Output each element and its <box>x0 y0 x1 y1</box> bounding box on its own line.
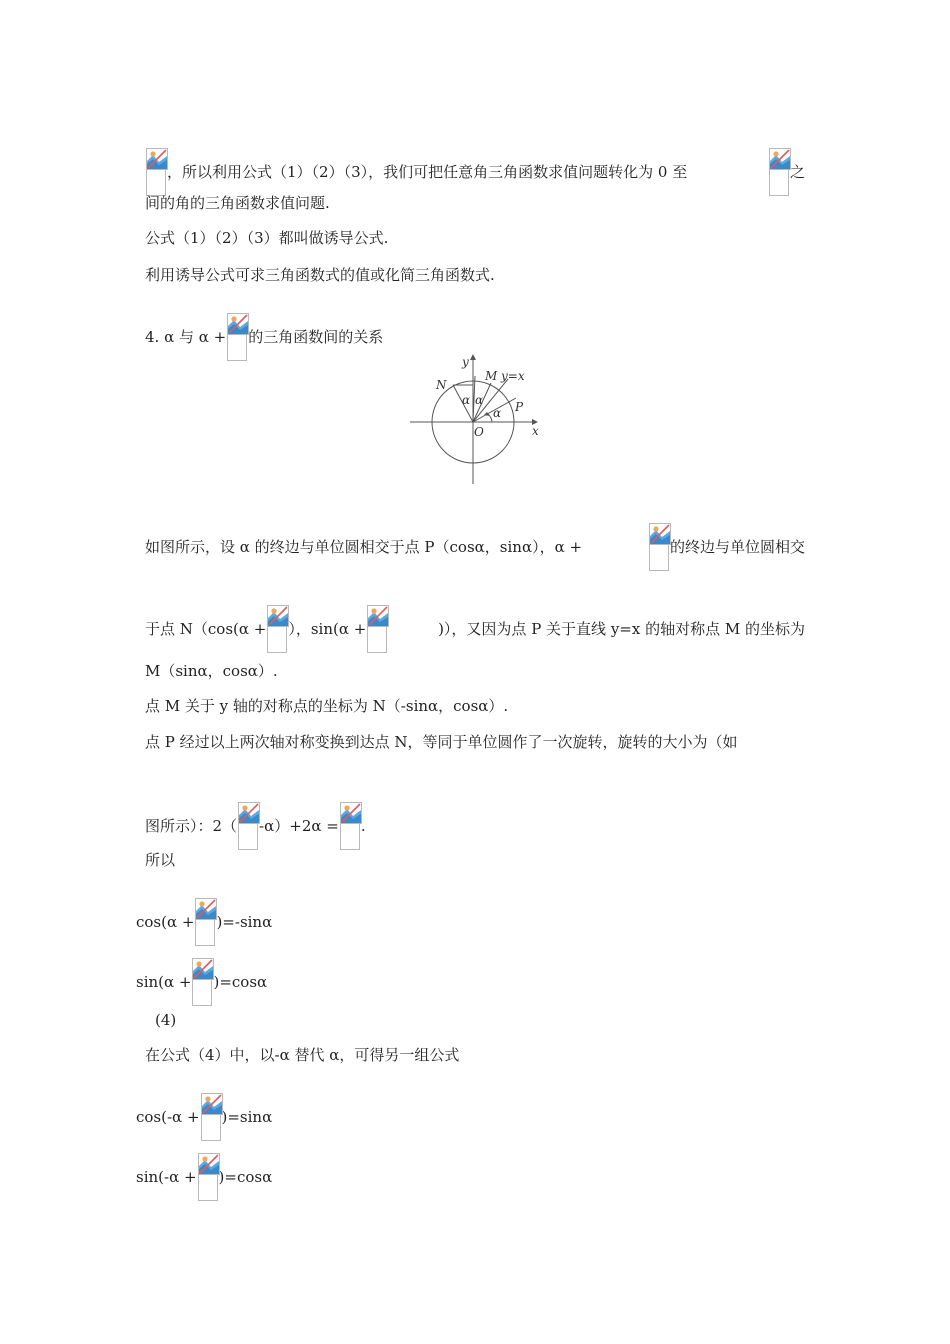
figure-para-line6-c: . <box>360 817 366 835</box>
unit-circle-figure <box>408 352 548 487</box>
paragraph2: 公式（1）（2）（3）都叫做诱导公式. <box>145 229 389 247</box>
figure-para-line4: 点 M 关于 y 轴的对称点的坐标为 N（-sinα，cosα）. <box>145 697 509 715</box>
label-o: O <box>474 425 484 439</box>
formula-cos2 <box>136 1093 272 1141</box>
figure-para-line2-b: ），sin(α + <box>288 620 367 638</box>
formula-sin2 <box>136 1153 272 1201</box>
formula-cos-suffix: )=-sinα <box>216 913 273 931</box>
label-y: y <box>462 355 469 369</box>
formula-sin-prefix: sin(α + <box>136 973 192 991</box>
formula-cos2-prefix: cos(-α + <box>136 1108 200 1126</box>
figure-para-line1 <box>145 523 805 571</box>
label-alpha-1: α <box>462 393 471 407</box>
label-p: P <box>515 400 524 414</box>
missing-image-icon <box>649 523 669 571</box>
label-alpha-3: α <box>493 406 502 420</box>
replace-text: 在公式（4）中，以-α 替代 α，可得另一组公式 <box>145 1046 460 1064</box>
figure-para-line2-a: 于点 N（cos(α + <box>145 620 267 638</box>
heading-4-suffix: 的三角函数间的关系 <box>248 328 384 346</box>
missing-image-icon <box>238 802 258 850</box>
missing-image-icon <box>198 1153 218 1201</box>
heading-4-prefix: 4. α 与 α + <box>145 328 227 346</box>
formula-cos-prefix: cos(α + <box>136 913 195 931</box>
figure-para-line6-b: -α）+2α = <box>259 817 339 835</box>
missing-image-icon <box>201 1093 221 1141</box>
formula-label-4: (4) <box>155 1011 177 1029</box>
figure-para-line1-b: 的终边与单位圆相交 <box>669 538 805 556</box>
missing-image-icon <box>146 148 166 196</box>
missing-image-icon <box>367 605 387 653</box>
heading-4 <box>145 313 383 361</box>
paragraph1-text-a: ，所以利用公式（1）（2）（3），我们可把任意角三角函数求值问题转化为 0 至 <box>167 163 688 181</box>
figure-para-line3: M（sinα，cosα）. <box>145 662 278 680</box>
paragraph3: 利用诱导公式可求三角函数式的值或化简三角函数式. <box>145 266 495 284</box>
figure-para-line6 <box>145 802 366 850</box>
formula-cos <box>136 898 272 946</box>
missing-image-icon <box>769 148 789 196</box>
formula-sin-suffix: )=cosα <box>213 973 268 991</box>
formula-sin <box>136 958 267 1006</box>
label-line: y=x <box>501 369 525 383</box>
figure-para-line2 <box>145 605 805 653</box>
formula-sin2-suffix: )=cosα <box>218 1168 273 1186</box>
label-alpha-2: α <box>475 393 484 407</box>
paragraph1-text-b: 之 <box>789 163 805 181</box>
missing-image-icon <box>192 958 212 1006</box>
missing-image-icon <box>227 313 247 361</box>
formula-sin2-prefix: sin(-α + <box>136 1168 197 1186</box>
missing-image-icon <box>267 605 287 653</box>
figure-para-line6-a: 图所示）：2（ <box>145 817 238 835</box>
paragraph1-line1 <box>145 148 805 196</box>
label-n: N <box>436 378 447 392</box>
label-x: x <box>532 424 539 438</box>
figure-para-line5: 点 P 经过以上两次轴对称变换到达点 N，等同于单位圆作了一次旋转，旋转的大小为（如 <box>145 733 738 751</box>
suoyi: 所以 <box>145 851 176 869</box>
y-axis-arrow <box>470 354 476 360</box>
label-m: M <box>485 369 498 383</box>
missing-image-icon <box>195 898 215 946</box>
paragraph1-line2: 间的角的三角函数求值问题. <box>145 194 330 212</box>
missing-image-icon <box>340 802 360 850</box>
figure-para-line1-a: 如图所示，设 α 的终边与单位圆相交于点 P（cosα，sinα），α + <box>145 538 583 556</box>
formula-cos2-suffix: )=sinα <box>221 1108 273 1126</box>
figure-para-line2-c: )），又因为点 P 关于直线 y=x 的轴对称点 M 的坐标为 <box>438 620 805 638</box>
